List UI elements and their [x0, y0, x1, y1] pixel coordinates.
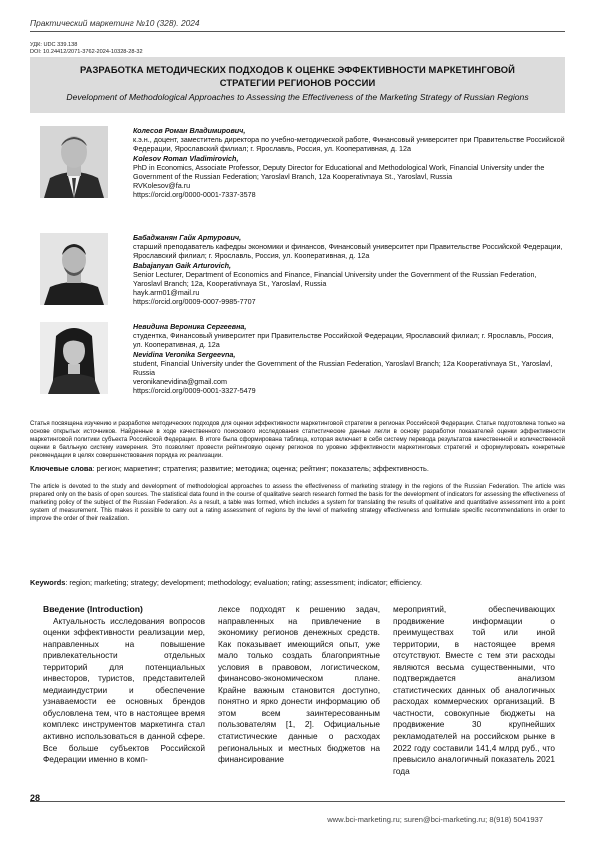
body-column-1: [43, 604, 205, 766]
author-affiliation-ru: старший преподаватель кафедры экономики и финансов, Финансовый университет при Правительстве Российской Федерации, Ярославский филиал; г. Ярославль, Россия, ул. Кооперативная, д. 12а: [133, 242, 563, 261]
author-info: [133, 126, 565, 200]
footer-rule: [30, 801, 565, 802]
footer-contacts[interactable]: www.bci-marketing.ru; suren@bci-marketing.ru; 8(918) 5041937: [327, 815, 543, 824]
author-name-ru: Невидина Вероника Сергеевна,: [133, 322, 247, 331]
author-orcid[interactable]: https://orcid.org/0009-0001-3327-5479: [133, 386, 256, 396]
author-affiliation-en: PhD in Economics, Associate Professor, Deputy Director for Educational and Methodological Work, Financial University under the Government of the Russian Federation; Yaroslavl Branch, 12a Kooperativnaya St., Yaroslavl, Russia: [133, 162, 545, 182]
author-info: [133, 233, 565, 307]
author-name-en: Babajanyan Gaik Arturovich,: [133, 260, 231, 270]
author-affiliation-en: Senior Lecturer, Department of Economics and Finance, Financial University under the Government of the Russian Federation, Yaroslavl Branch; 12a, Kooperativnaya St., Yaroslavl, Russia: [133, 269, 537, 289]
title-ru-line-1: РАЗРАБОТКА МЕТОДИЧЕСКИХ ПОДХОДОВ К ОЦЕНКЕ ЭФФЕКТИВНОСТИ МАРКЕТИНГОВОЙ: [80, 64, 515, 75]
title-band: [30, 57, 565, 113]
keywords-ru-label: Ключевые слова: [30, 464, 93, 473]
udc-line: УДК: UDC 339.138: [30, 42, 78, 48]
keywords-en: [30, 578, 565, 587]
author-name-en: Nevidina Veronika Sergeevna,: [133, 349, 236, 359]
author-photo: [40, 233, 108, 305]
abstract-en: The article is devoted to the study and development of methodological approaches to assess the effectiveness of marketing strategy in the regions of the Russian Federation. The article was prepared only on the basis of open sources. The statistical data found in the course of qualitative search research formed the basis for the development of indicators for assessing the effectiveness of marketing policy of the subject of the Russian Federation. As a result, a table was formed, which includes a system for translating the results of qualitative and quantitative assessment into a point system of measurement. This makes it possible to carry out a rating assessment of regions by the level of marketing strategy effectiveness and formulate specific recommendations in order to improve the order of their realization.: [30, 483, 565, 522]
author-orcid[interactable]: https://orcid.org/0009-0007-9985-7707: [133, 297, 256, 307]
udc-doi-block: [30, 42, 143, 56]
author-name-en: Kolesov Roman Vladimirovich,: [133, 153, 239, 163]
author-info: [133, 322, 565, 396]
author-email[interactable]: veronikanevidina@gmail.com: [133, 377, 227, 387]
keywords-en-text: : region; marketing; strategy; development; methodology; evaluation; rating; assessment; indicator; efficiency.: [65, 578, 423, 587]
journal-header: Практический маркетинг №10 (328). 2024: [30, 18, 200, 28]
title-ru: [30, 63, 565, 89]
author-name-ru: Бабаджанян Гайк Артурович,: [133, 233, 242, 242]
title-en: Development of Methodological Approaches to Assessing the Effectiveness of the Marketing Strategy of Russian Regions: [66, 92, 529, 102]
abstract-ru: Статья посвящена изучению и разработке методических подходов для оценки эффективности маркетинговой стратегии в регионах Российской Федерации. Статья подготовлена только на основе открытых источников. Найденные в ходе качественного поискового исследования статистические данные легли в основу разработки показателей оценки эффективности маркетинговой политики субъекта Российской Федерации. В итоге была сформирована таблица, которая включает в себя систему перевода результатов качественной и количественной оценки в балльную систему измерения. Это позволяет провести рейтинговую оценку регионов по уровню эффективности маркетинговых стратегий и сформулировать конкретные рекомендации в целях совершенствования порядка их реализации.: [30, 420, 565, 459]
page-number: 28: [30, 793, 41, 803]
author-name-ru: Колесов Роман Владимирович,: [133, 126, 246, 135]
author-affiliation-en: student, Financial University under the Government of the Russian Federation, Yaroslavl Branch; 12a Kooperativnaya St., Yaroslavl, Russia: [133, 358, 553, 378]
header-rule: [30, 31, 565, 32]
keywords-ru: [30, 464, 565, 473]
section-heading: Введение (Introduction): [43, 604, 143, 614]
keywords-en-label: Keywords: [30, 578, 66, 587]
author-email[interactable]: hayk.arm01@mail.ru: [133, 288, 200, 298]
keywords-ru-text: : регион; маркетинг; стратегия; развитие; методика; оценка; рейтинг; показатель; эффективность.: [92, 464, 429, 473]
author-orcid[interactable]: https://orcid.org/0000-0001-7337-3578: [133, 190, 256, 200]
body-column-3: мероприятий, обеспечивающих продвижение информации о преимуществах той или иной территории, в настоящее время отсутствуют. Вместе с тем эти расходы являются весьма существенными, что подтверждается анализом статистических данных об аналогичных расходах коммерческих организаций. В частности, совокупные бюджеты на продвижение 30 крупнейших рекламодателей на российском рынке в 2022 году составили 141,4 млрд руб., что превысило аналогичный показатель 2021 года: [393, 604, 555, 776]
body-text: Актуальность исследования вопросов оценки эффективности реализации мер, направленных на повышение привлекательности отдельных территорий для потенциальных инвесторов, туристов, представителей медиаиндустрии и обеспечение узнаваемости ее основных брендов обусловлена тем, что в настоящее время комплекс инструментов маркетинга стал активно использоваться в данной сфере. Все больше субъектов Российской Федерации именно в комп-: [43, 615, 205, 765]
doi-line: DOI: 10.24412/2071-3762-2024-10328-28-32: [30, 49, 143, 55]
author-photo: [40, 126, 108, 198]
author-photo: [40, 322, 108, 394]
author-affiliation-ru: студентка, Финансовый университет при Правительстве Российской Федерации, Ярославский филиал; г. Ярославль, Россия, ул. Кооперативная, д. 12а: [133, 331, 554, 350]
author-email[interactable]: RVKolesov@fa.ru: [133, 181, 191, 191]
body-column-2: лексе подходят к решению задач, направленных на привлечение в экономику регионов денежных средств. Как показывает имеющийся опыт, уже мало только создать благоприятные условия в правовом, логистическом, финансово-экономическом плане. Крайне важным становится доступно, понятно и ярко донести информацию об этом всем заинтересованным пользователям [1, 2]. Официальные статистические данные о расходах региональных и местных бюджетов на финансирование: [218, 604, 380, 765]
title-ru-line-2: СТРАТЕГИИ РЕГИОНОВ РОССИИ: [219, 77, 376, 88]
author-affiliation-ru: к.э.н., доцент, заместитель директора по учебно-методической работе, Финансовый университет при Правительстве Российской Федерации, Ярославский филиал; г. Ярославль, Россия, ул. Кооперативная, д. 12а: [133, 135, 565, 154]
